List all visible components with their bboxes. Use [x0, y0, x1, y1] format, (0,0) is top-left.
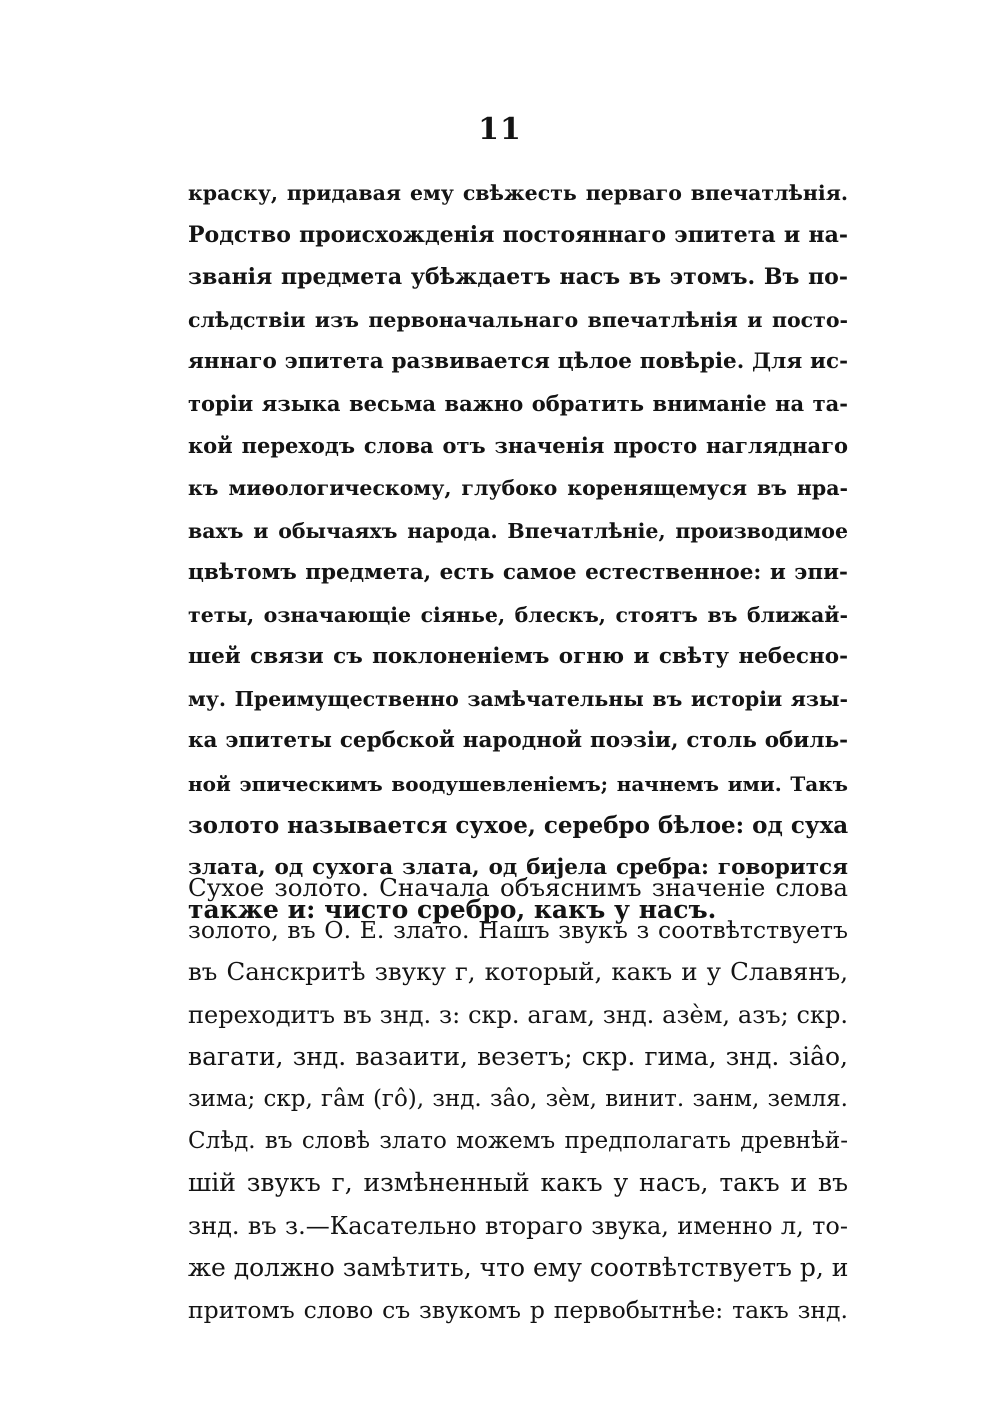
paragraph-2 — [188, 867, 848, 1331]
text-line: въ Санскритѣ звуку г, который, какъ и у Славянъ, — [188, 957, 848, 987]
text-line: яннаго эпитета развивается цѣлое повѣріе. Для ис- — [188, 348, 848, 374]
text-line: шей связи съ поклоненіемъ огню и свѣту небесно- — [188, 644, 848, 670]
text-line: золото называется сухое, серебро бѣлое: од суха — [188, 811, 849, 839]
text-line: къ миѳологическому, глубоко коренящемуся въ нра- — [188, 476, 848, 501]
text-line: Родство происхожденія постояннаго эпитета и на- — [188, 222, 848, 249]
text-line: краску, придавая ему свѣжесть перваго впечатлѣнія. — [188, 181, 848, 205]
text-line: вагати, знд. вазаити, везетъ; скр. гима, знд. зіâо, — [188, 1041, 848, 1071]
text-line: кой переходъ слова отъ значенія просто нагляднаго — [188, 433, 848, 459]
text-line: званія предмета убѣждаетъ насъ въ этомъ. Въ по- — [188, 264, 848, 291]
text-line: же должно замѣтить, что ему соотвѣтствуетъ р, и — [188, 1252, 849, 1282]
text-line: ка эпитеты сербской народной поэзіи, столь обиль- — [188, 728, 848, 754]
page-number: 11 — [478, 112, 522, 147]
text-line: золото, въ О. Е. злато. Нашъ звукъ з соотвѣтствуетъ — [188, 916, 848, 945]
text-line: также и: чисто сребро, какъ у насъ. — [188, 895, 717, 925]
text-line: Сухое золото. Сначала объяснимъ значеніе слова — [188, 873, 848, 902]
text-line: злата, од сухога злата, од бијела сребра: говорится — [188, 855, 848, 880]
text-line: цвѣтомъ предмета, есть самое естественное: и эпи- — [188, 559, 848, 585]
text-line: теты, означающіе сіянье, блескъ, стоятъ въ ближай- — [188, 602, 848, 627]
text-line: шій звукъ г, измѣненный какъ у насъ, такъ и въ — [188, 1168, 848, 1198]
text-line: переходитъ въ знд. з: скр. агам, знд. азѐм, азъ; скр. — [188, 1000, 848, 1029]
text-line: притомъ слово съ звукомъ р первобытнѣе: такъ знд. — [188, 1295, 848, 1324]
text-line: ной эпическимъ воодушевленіемъ; начнемъ ими. Такъ — [188, 771, 848, 796]
paragraph-1 — [188, 172, 848, 931]
text-line: знд. въ з.—Касательно втораго звука, именно л, то- — [188, 1211, 848, 1240]
text-line: торіи языка весьма важно обратить вниманіе на та- — [188, 390, 848, 416]
text-line: Слѣд. въ словѣ злато можемъ предполагать древнѣй- — [188, 1128, 848, 1155]
text-line: му. Преимущественно замѣчательны въ исторіи язы- — [188, 687, 848, 712]
text-line: слѣдствіи изъ первоначальнаго впечатлѣнія и посто- — [188, 307, 848, 332]
text-line: вахъ и обычаяхъ народа. Впечатлѣніе, производимое — [188, 518, 848, 543]
text-line: зима; скр, гâм (гô), знд. зâо, зѐм, винит. занм, земля. — [188, 1085, 848, 1112]
